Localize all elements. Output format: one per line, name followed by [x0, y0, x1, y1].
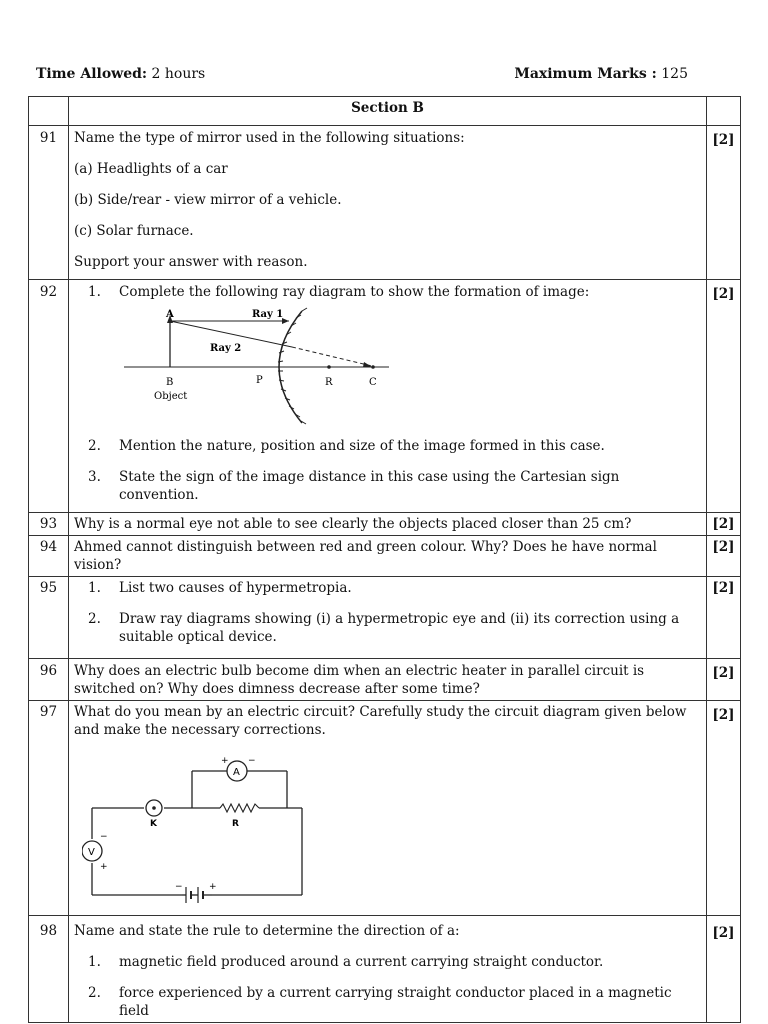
list-item: 2. force experienced by a current carrying straight conductor placed in a magnetic field: [88, 985, 672, 1019]
time-allowed: Time Allowed: 2 hours: [36, 66, 206, 82]
question-number: 91: [29, 126, 69, 280]
question-body: [69, 280, 707, 513]
question-table: [28, 96, 741, 1023]
question-number: 97: [29, 701, 69, 916]
centre-point-r: [327, 365, 331, 369]
ammeter-label: A: [233, 767, 240, 778]
ray-diagram: [114, 305, 414, 425]
ray-2-extension: [292, 347, 372, 366]
question-body: Why does an electric bulb become dim when an electric heater in parallel circuit is switched on? Why does dimness decrease after some time?: [69, 659, 707, 701]
resistor: [220, 804, 259, 812]
question-row-94: [29, 536, 741, 577]
question-number: 95: [29, 577, 69, 659]
question-marks: [2]: [707, 280, 741, 513]
question-body: Name the type of mirror used in the following situations: (a) Headlights of a car (b) Side/rear - view mirror of a vehicle. (c) Solar furnace. Support your answer with reason.: [69, 126, 707, 280]
question-number: 96: [29, 659, 69, 701]
label-c: C: [369, 377, 377, 388]
question-marks: [2]: [707, 577, 741, 659]
voltmeter-plus: +: [100, 862, 108, 872]
voltmeter-minus: −: [100, 832, 108, 842]
question-row-93: [29, 513, 741, 536]
label-object: Object: [154, 391, 188, 402]
question-marks: [2]: [707, 126, 741, 280]
question-marks: [2]: [707, 701, 741, 916]
battery-plus: +: [209, 882, 217, 892]
maximum-marks: Maximum Marks : 125: [514, 66, 688, 82]
label-p: P: [256, 375, 263, 386]
question-number: 94: [29, 536, 69, 577]
section-header-row: [29, 97, 741, 126]
question-body: What do you mean by an electric circuit? Carefully study the circuit diagram given below and make the necessary corrections. A + − K R V − + − +: [69, 701, 707, 916]
question-row-98: [29, 916, 741, 1023]
label-b: B: [166, 377, 174, 388]
voltmeter-label: V: [88, 847, 95, 858]
label-a: A: [166, 309, 174, 320]
question-marks: [2]: [707, 536, 741, 577]
battery-minus: −: [175, 882, 183, 892]
list-item: 1. Complete the following ray diagram to show the formation of image:: [88, 284, 590, 300]
resistor-label: R: [232, 819, 239, 829]
question-number: 98: [29, 916, 69, 1023]
question-body: Why is a normal eye not able to see clearly the objects placed closer than 25 cm?: [69, 513, 707, 536]
mirror-hatching: [278, 308, 307, 424]
question-row-96: [29, 659, 741, 701]
centre-point-c: [371, 365, 375, 369]
list-item: 2. Draw ray diagrams showing (i) a hypermetropic eye and (ii) its correction using a suitable optical device.: [88, 611, 680, 645]
list-item: 2. Mention the nature, position and size of the image formed in this case.: [88, 438, 605, 454]
circuit-diagram: [82, 753, 322, 903]
key-label: K: [150, 819, 157, 829]
question-marks: [2]: [707, 513, 741, 536]
list-item: 1. magnetic field produced around a current carrying straight conductor.: [88, 954, 604, 970]
list-item: 3. State the sign of the image distance in this case using the Cartesian sign convention.: [88, 469, 620, 503]
page-header: [36, 66, 688, 82]
question-marks: [2]: [707, 916, 741, 1023]
question-number: 92: [29, 280, 69, 513]
label-r: R: [325, 377, 333, 388]
question-row-97: [29, 701, 741, 916]
question-body: Name and state the rule to determine the direction of a: 1. magnetic field produced around a current carrying straight conductor. 2. force experienced by a current carrying straight conductor placed in a magnetic field: [69, 916, 707, 1023]
question-marks: [2]: [707, 659, 741, 701]
list-item: 1. List two causes of hypermetropia.: [88, 580, 352, 596]
ammeter-plus: +: [221, 756, 229, 766]
question-body: Ahmed cannot distinguish between red and green colour. Why? Does he have normal vision?: [69, 536, 707, 577]
label-ray-1: Ray 1: [252, 309, 284, 320]
question-body: [69, 577, 707, 659]
ammeter-minus: −: [248, 756, 256, 766]
section-title: Section B: [69, 97, 707, 126]
question-row-91: [29, 126, 741, 280]
question-row-95: [29, 577, 741, 659]
question-number: 93: [29, 513, 69, 536]
label-ray-2: Ray 2: [210, 343, 242, 354]
question-row-92: [29, 280, 741, 513]
